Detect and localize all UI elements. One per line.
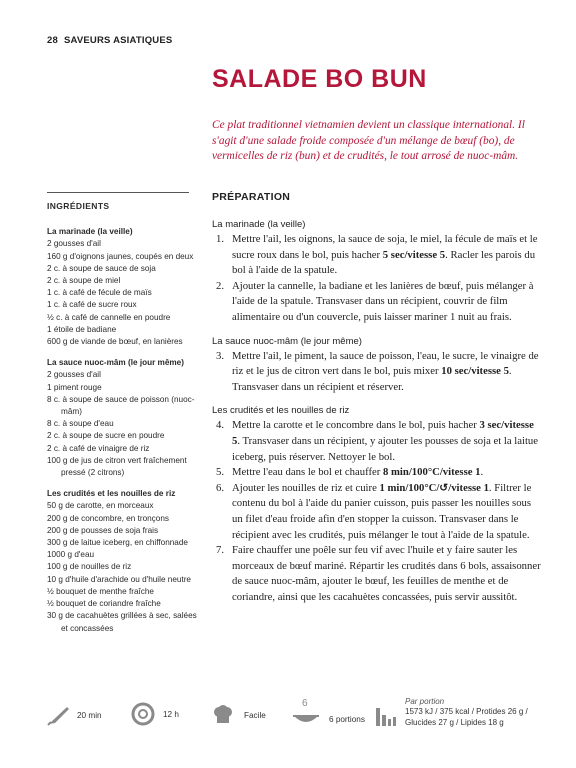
- plate-number: 6: [302, 698, 308, 709]
- preparation-step: [212, 349, 542, 396]
- plate-icon: [293, 700, 319, 726]
- preparation-step: [212, 418, 542, 465]
- preparation-steps: [212, 349, 542, 396]
- preparation-step: [212, 481, 542, 543]
- step-number: 3.: [216, 349, 225, 362]
- ingredient-section-title: La marinade (la veille): [47, 227, 133, 237]
- nutrition-line-1: 1573 kJ / 375 kcal / Protides 26 g /: [405, 707, 528, 716]
- step-text: Mettre l'ail, le piment, la sauce de poisson, l'eau, le sucre, le vinaigre de riz et le jus de citron vert dans le bol, puis mixer: [232, 349, 539, 378]
- ingredient-item: 100 g de nouilles de riz: [47, 562, 132, 572]
- preparation-section-title: La marinade (la veille): [212, 219, 306, 230]
- preparation-column: [212, 191, 542, 605]
- ingredient-item: ½ bouquet de coriandre fraîche: [47, 599, 161, 609]
- ingredient-item: 2 c. à soupe de miel: [47, 276, 121, 286]
- ingredient-item: 1 étoile de badiane: [47, 324, 117, 334]
- bar-chart-icon: [375, 706, 397, 728]
- total-time: [131, 702, 179, 726]
- ingredient-item: 2 gousses d'ail: [47, 239, 101, 249]
- nutrition-icon: [375, 706, 397, 728]
- step-text: Mettre l'ail, les oignons, la sauce de soja, le miel, la fécule de maïs et le sucre roux dans le bol, puis hacher: [232, 233, 538, 261]
- step-text: . Transvaser dans un récipient, y ajouter les pousses de soja et la laitue iceberg, puis réserver. Nettoyer le bol.: [232, 434, 539, 463]
- difficulty: [212, 704, 266, 726]
- ingredient-item: 160 g d'oignons jaunes, coupés en deux: [47, 251, 194, 261]
- ingredient-item: 50 g de carotte, en morceaux: [47, 501, 154, 511]
- prep-time-value: 20 min: [77, 710, 102, 720]
- difficulty-value: Facile: [244, 710, 266, 720]
- step-setting: 3 sec/vitesse 5: [232, 419, 534, 447]
- preparation-step: [212, 465, 542, 481]
- ingredient-item: 1 piment rouge: [47, 382, 102, 392]
- ingredient-item: 600 g de viande de bœuf, en lanières: [47, 337, 183, 347]
- ingredient-item: 2 gousses d'ail: [47, 370, 101, 380]
- step-text: .: [480, 466, 484, 479]
- page-number: 28: [47, 35, 58, 46]
- step-text: Mettre la carotte et le concombre dans le bol, puis hacher: [232, 419, 480, 432]
- step-text: Mettre l'eau dans le bol et chauffer: [232, 466, 383, 479]
- preparation-steps: [212, 418, 542, 605]
- recipe-title: SALADE BO BUN: [212, 65, 427, 93]
- step-text: Ajouter la cannelle, la badiane et les lanières de bœuf, puis mélanger à l'aide de la spatule. Transvaser dans un récipient, couvrir de film alimentaire ou d'un couvercle, puis laisser mariner 1 nuit au frais.: [232, 279, 534, 323]
- ingredient-item: 2 c. à soupe de sauce de soja: [47, 263, 156, 273]
- nutrition-line-2: Glucides 27 g / Lipides 18 g: [405, 718, 504, 727]
- recipe-footer: [47, 697, 547, 744]
- ingredient-item: ½ c. à café de cannelle en poudre: [47, 312, 171, 322]
- ingredient-item: 10 g d'huile d'arachide ou d'huile neutre: [47, 574, 191, 584]
- step-text: Ajouter les nouilles de riz et cuire: [232, 481, 380, 494]
- ingredient-item: 2 c. à soupe de sucre en poudre: [47, 431, 165, 441]
- prep-time: [47, 704, 102, 726]
- ingredient-item: 200 g de pousses de soja frais: [47, 525, 159, 535]
- ingredient-item: 8 c. à soupe de sauce de poisson (nuoc-mâm): [47, 394, 195, 417]
- running-header: [47, 35, 172, 46]
- ingredient-item: 30 g de cacahuètes grillées à sec, salées et concassées: [47, 611, 197, 633]
- preparation-step: [212, 232, 542, 279]
- ingredient-item: 2 c. à café de vinaigre de riz: [47, 443, 150, 453]
- chef-hat-icon: [212, 704, 234, 726]
- ingredient-section-title: Les crudités et les nouilles de riz: [47, 489, 176, 499]
- section-name: SAVEURS ASIATIQUES: [63, 35, 173, 46]
- ingredients-list: [47, 226, 197, 635]
- nutrition-info: [405, 697, 555, 728]
- step-number: 4.: [216, 419, 225, 432]
- ingredient-item: 100 g de jus de citron vert fraîchement pressé (2 citrons): [47, 455, 187, 478]
- ingredient-item: 300 g de laitue iceberg, en chiffonnade: [47, 538, 188, 548]
- ingredient-item: 8 c. à soupe d'eau: [47, 419, 114, 429]
- ingredient-section-title: La sauce nuoc-mâm (le jour même): [47, 358, 184, 368]
- step-number: 1.: [216, 233, 225, 245]
- step-text: . Racler les parois du bol à l'aide de la spatule.: [232, 248, 536, 277]
- step-setting: 8 min/100°C/vitesse 1: [383, 466, 481, 479]
- preparation-list: [212, 219, 542, 605]
- preparation-section-title: La sauce nuoc-mâm (le jour même): [212, 335, 362, 347]
- total-time-value: 12 h: [163, 709, 179, 719]
- ingredient-item: 1000 g d'eau: [47, 550, 95, 560]
- step-number: 6.: [216, 481, 225, 494]
- ingredient-item: 1 c. à café de sucre roux: [47, 300, 137, 310]
- clock-icon: [131, 702, 155, 726]
- ingredients-column: [47, 198, 197, 635]
- portions-value: 6 portions: [329, 714, 365, 724]
- knife-icon: [47, 704, 71, 726]
- step-setting: 1 min/100°C/↺/vitesse 1: [379, 481, 489, 494]
- step-text: . Filtrer le contenu du bol à l'aide du panier cuisson, puis passer les nouilles sous un filet d'eau froide afin d'en stopper la cuisson. Transvaser dans le récipient avec les crudités, puis mélanger le tout à l'aide de la spatule.: [232, 481, 532, 541]
- step-number: 2.: [216, 279, 225, 292]
- step-text: . Transvaser dans un récipient et réserver.: [232, 365, 512, 393]
- preparation-steps: [212, 232, 542, 326]
- recipe-intro: Ce plat traditionnel vietnamien devient un classique international. Il s'agit d'une salade froide composée d'un mélange de bœuf (bo), de vermicelles de riz (bun) et de crudités, le tout arrosé de nuoc-mâm.: [212, 119, 525, 162]
- step-setting: 5 sec/vitesse 5: [382, 248, 446, 261]
- step-number: 7.: [216, 544, 225, 557]
- preparation-step: [212, 543, 542, 605]
- step-number: 5.: [216, 466, 225, 479]
- ingredient-item: ½ bouquet de menthe fraîche: [47, 586, 154, 596]
- preparation-section-title: Les crudités et les nouilles de riz: [212, 405, 350, 417]
- nutrition-label: Par portion: [405, 697, 445, 706]
- step-setting: 10 sec/vitesse 5: [441, 365, 509, 378]
- preparation-heading: PRÉPARATION: [212, 191, 291, 203]
- ingredients-heading: INGRÉDIENTS: [47, 201, 110, 211]
- preparation-step: [212, 279, 542, 326]
- ingredient-item: 1 c. à café de fécule de maïs: [47, 288, 152, 298]
- ingredient-item: 200 g de concombre, en tronçons: [47, 513, 169, 523]
- step-text: Faire chauffer une poêle sur feu vif avec l'huile et y faire sauter les morceaux de bœuf mariné. Répartir les crudités dans 6 bols, assaisonner de sauce nuoc-mâm, ajouter le bœuf, les feuilles de menthe et de coriandre, ainsi que les cacahuètes concassées, puis servir aussitôt.: [232, 544, 541, 603]
- portions: [293, 700, 365, 726]
- ingredients-rule: [47, 192, 189, 193]
